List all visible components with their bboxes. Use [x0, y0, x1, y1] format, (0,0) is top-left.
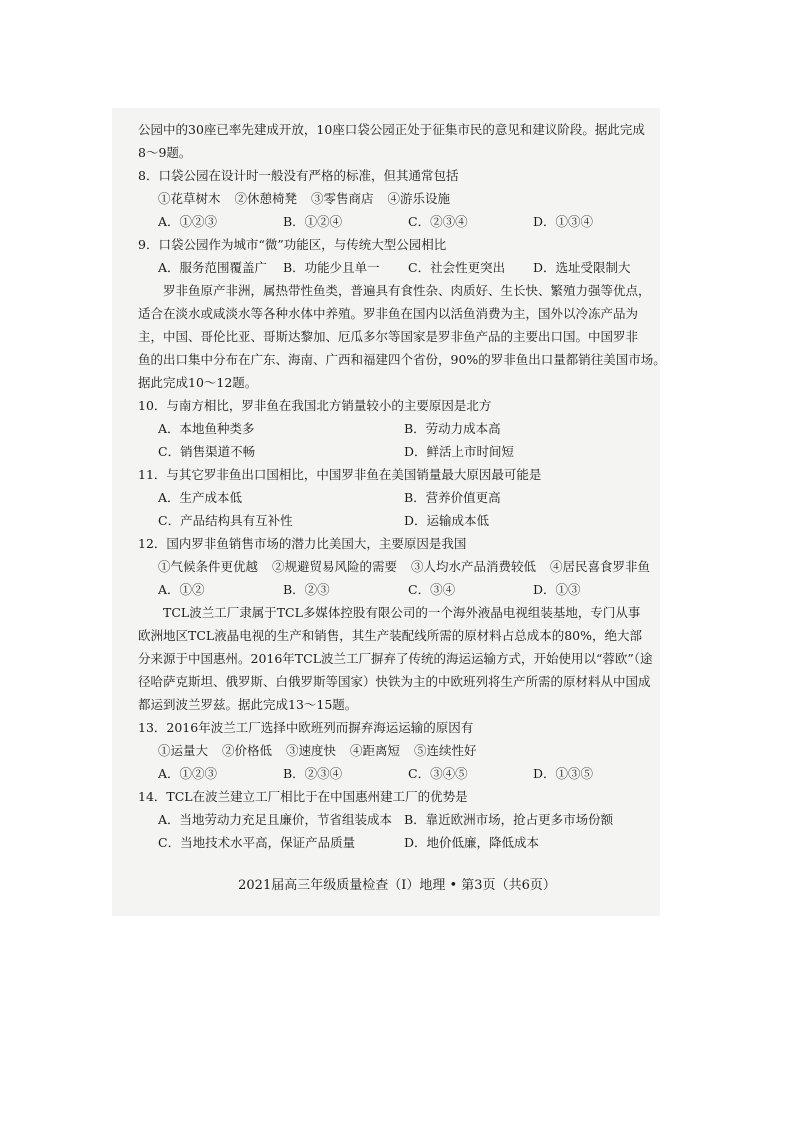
page-footer: 2021届高三年级质量检查（Ⅰ）地理 • 第3页（共6页） [238, 878, 556, 893]
option-a: A．本地鱼种类多 [158, 421, 255, 436]
question-12-stem: 12．国内罗非鱼销售市场的潜力比美国大，主要原因是我国 [138, 536, 467, 551]
option-d: D．鲜活上市时间短 [404, 444, 515, 459]
item: ③零售商店 [311, 191, 374, 206]
item: ②休憩椅凳 [234, 191, 298, 206]
option-d: D．选址受限制大 [533, 260, 631, 275]
question-10-options-row1 [138, 417, 658, 440]
question-8-items [138, 187, 658, 210]
item: ⑤连续性好 [414, 743, 477, 758]
option-a: A．服务范围覆盖广 [158, 260, 268, 275]
option-a: A．①②③ [158, 214, 218, 229]
option-c: C．产品结构具有互补性 [158, 513, 293, 528]
item: ②价格低 [222, 743, 273, 758]
option-d: D．地价低廉，降低成本 [404, 835, 540, 850]
passage-line: 公园中的30座已率先建成开放，10座口袋公园正处于征集市民的意见和建议阶段。据此完成 [138, 122, 645, 137]
question-14-options-row1 [138, 808, 658, 831]
question-14-options-row2 [138, 831, 658, 854]
item: ③速度快 [286, 743, 337, 758]
option-b: B．①②④ [283, 214, 343, 229]
passage-line: 径哈萨克斯坦、俄罗斯、白俄罗斯等国家）快铁为主的中欧班列将生产所需的原材料从中国成 [138, 674, 651, 689]
question-13-options [138, 762, 658, 785]
passage-line: 鱼的出口集中分布在广东、海南、广西和福建四个省份，90%的罗非鱼出口量都销往美国市场。 [138, 352, 666, 367]
option-a: A．当地劳动力充足且廉价，节省组装成本 [158, 812, 393, 827]
option-c: C．当地技术水平高，保证产品质量 [158, 835, 356, 850]
question-8-stem: 8．口袋公园在设计时一般没有严格的标准，但其通常包括 [138, 168, 459, 183]
passage-line: TCL波兰工厂隶属于TCL多媒体控股有限公司的一个海外液晶电视组装基地，专门从事 [163, 605, 641, 620]
question-8-options [138, 210, 658, 233]
question-13-stem: 13．2016年波兰工厂选择中欧班列而摒弃海运运输的原因有 [138, 720, 474, 735]
item: ①气候条件更优越 [158, 559, 259, 574]
passage-line: 罗非鱼原产非洲，属热带性鱼类，普遍具有食性杂、肉质好、生长快、繁殖力强等优点， [163, 283, 651, 298]
item: ④游乐设施 [387, 191, 451, 206]
option-a: A．生产成本低 [158, 490, 243, 505]
option-b: B．功能少且单一 [283, 260, 380, 275]
option-c: C．社会性更突出 [408, 260, 506, 275]
option-b: B．②③④ [283, 766, 343, 781]
item: ③人均水产品消费较低 [411, 559, 537, 574]
option-b: B．②③ [283, 582, 330, 597]
question-12-items [138, 555, 658, 578]
question-11-options-row2 [138, 509, 658, 532]
option-a: A．①② [158, 582, 205, 597]
option-b: B．营养价值更高 [404, 490, 501, 505]
item: ④距离短 [350, 743, 401, 758]
question-10-stem: 10．与南方相比，罗非鱼在我国北方销量较小的主要原因是北方 [138, 398, 492, 413]
question-11-stem: 11．与其它罗非鱼出口国相比，中国罗非鱼在美国销量最大原因最可能是 [138, 467, 542, 482]
option-c: C．③④⑤ [408, 766, 468, 781]
passage-line: 据此完成10～12题。 [138, 375, 258, 390]
item: ①花草树木 [158, 191, 221, 206]
question-14-stem: 14．TCL在波兰建立工厂相比于在中国惠州建工厂的优势是 [138, 789, 468, 804]
option-c: C．②③④ [408, 214, 468, 229]
question-9-stem: 9．口袋公园作为城市“微”功能区，与传统大型公园相比 [138, 237, 447, 252]
question-11-options-row1 [138, 486, 658, 509]
passage-line: 欧洲地区TCL液晶电视的生产和销售，其生产装配线所需的原材料占总成本的80%，绝大部 [138, 628, 642, 643]
passage-line: 适合在淡水或咸淡水等各种水体中养殖。罗非鱼在国内以活鱼消费为主，国外以冷冻产品为 [138, 306, 639, 321]
option-c: C．③④ [408, 582, 456, 597]
question-12-options [138, 578, 658, 601]
item: ①运量大 [158, 743, 209, 758]
option-b: B．劳动力成本高 [404, 421, 501, 436]
question-10-options-row2 [138, 440, 658, 463]
passage-line: 主，中国、哥伦比亚、哥斯达黎加、厄瓜多尔等国家是罗非鱼产品的主要出口国。中国罗非 [138, 329, 639, 344]
option-d: D．①③④ [533, 214, 594, 229]
option-c: C．销售渠道不畅 [158, 444, 256, 459]
option-d: D．①③⑤ [533, 766, 594, 781]
exam-content [138, 118, 666, 854]
question-9-options [138, 256, 658, 279]
item: ②规避贸易风险的需要 [272, 559, 398, 574]
option-d: D．①③ [533, 582, 581, 597]
item: ④居民喜食罗非鱼 [550, 559, 651, 574]
passage-line: 分来源于中国惠州。2016年TCL波兰工厂摒弃了传统的海运运输方式，开始使用以“蓉欧”（途 [138, 651, 653, 666]
option-b: B．靠近欧洲市场，抢占更多市场份额 [404, 812, 614, 827]
option-d: D．运输成本低 [404, 513, 490, 528]
passage-line: 都运到波兰罗兹。据此完成13～15题。 [138, 697, 358, 712]
passage-line: 8～9题。 [138, 145, 192, 160]
option-a: A．①②③ [158, 766, 218, 781]
question-13-items [138, 739, 658, 762]
